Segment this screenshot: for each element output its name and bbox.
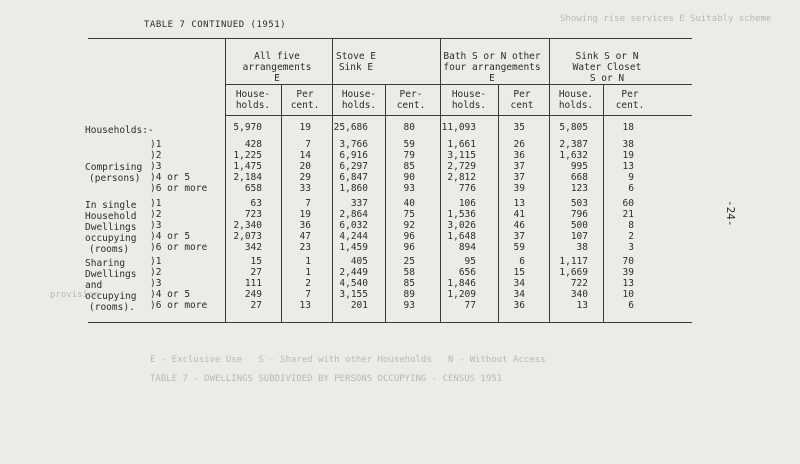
section-2-row-1-col-7: 503 (570, 198, 588, 209)
group-header-3: E (489, 73, 495, 84)
section-2-row-4-col-4: 96 (403, 231, 415, 242)
section-2-row-4-col-5: 1,648 (447, 231, 476, 242)
households-total-col-3: 25,686 (333, 122, 368, 133)
section-3-row-3-col-4: 85 (403, 278, 415, 289)
sub-header-3: House- (341, 89, 377, 100)
section-2-row-4-col-7: 107 (570, 231, 588, 242)
section-3-label: Dwellings (85, 269, 137, 280)
section-2-row-5-col-6: 59 (513, 242, 525, 253)
section-1-row-1-col-2: 7 (305, 139, 311, 150)
section-1-row-2-col-5: 3,115 (447, 150, 476, 161)
section-2-row-2-col-5: 1,536 (447, 209, 476, 220)
section-3-row-5-col-7: 13 (576, 300, 588, 311)
section-2-label: Dwellings (85, 222, 137, 233)
section-2-row-1-col-3: 337 (350, 198, 368, 209)
section-3-row-2-col-6: 15 (513, 267, 525, 278)
section-2-row-1-col-2: 7 (305, 198, 311, 209)
section-1-row-5-col-1: 658 (244, 183, 262, 194)
sub-header-7: holds. (558, 100, 594, 111)
section-2-row-4-col-2: 47 (299, 231, 311, 242)
section-3-row-1-col-2: 1 (305, 256, 311, 267)
section-1-size-label: )1 (150, 139, 162, 150)
section-1-size-label: )3 (150, 161, 162, 172)
section-1-row-5-col-4: 93 (403, 183, 415, 194)
households-total-col-7: 5,805 (559, 122, 588, 133)
section-3-row-3-col-2: 2 (305, 278, 311, 289)
section-1-row-3-col-6: 37 (513, 161, 525, 172)
section-3-label: Sharing (85, 258, 126, 269)
section-2-row-1-col-8: 60 (622, 198, 634, 209)
sub-header-6: cent (510, 100, 534, 111)
sub-header-5: holds. (451, 100, 487, 111)
section-1-row-2-col-2: 14 (299, 150, 311, 161)
section-2-row-2-col-2: 19 (299, 209, 311, 220)
group-header-4: Sink S or N (575, 51, 639, 62)
section-1-row-2-col-7: 1,632 (559, 150, 588, 161)
section-3-row-1-col-6: 6 (519, 256, 525, 267)
section-2-row-2-col-7: 796 (570, 209, 588, 220)
households-total-col-2: 19 (299, 122, 311, 133)
section-3-row-3-col-8: 13 (622, 278, 634, 289)
section-2-row-2-col-8: 21 (622, 209, 634, 220)
section-1-row-4-col-4: 90 (403, 172, 415, 183)
section-1-size-label: )4 or 5 (150, 172, 191, 183)
section-2-label: Household (85, 211, 137, 222)
section-3-row-2-col-5: 656 (458, 267, 476, 278)
page-number: -24- (724, 200, 737, 227)
table-top-rule (88, 38, 692, 39)
section-2-row-2-col-6: 41 (513, 209, 525, 220)
section-1-row-4-col-3: 6,847 (339, 172, 368, 183)
section-3-row-5-col-8: 6 (628, 300, 634, 311)
section-1-row-1-col-8: 38 (622, 139, 634, 150)
group-header-4: Water Closet (572, 62, 642, 73)
section-1-label: (persons) (89, 173, 141, 184)
section-3-label: (rooms). (89, 302, 135, 313)
section-2-row-1-col-6: 13 (513, 198, 525, 209)
section-3-row-2-col-7: 1,669 (559, 267, 588, 278)
section-3-row-4-col-5: 1,209 (447, 289, 476, 300)
households-total-col-8: 18 (622, 122, 634, 133)
group-header-3: Bath S or N other (443, 51, 541, 62)
section-3-row-3-col-1: 111 (244, 278, 262, 289)
households-total-col-1: 5,970 (233, 122, 262, 133)
header-bottom-rule (225, 115, 692, 116)
section-1-row-5-col-7: 123 (570, 183, 588, 194)
section-1-row-2-col-3: 6,916 (339, 150, 368, 161)
section-3-size-label: )1 (150, 256, 162, 267)
section-1-size-label: )6 or more (150, 183, 208, 194)
section-1-size-label: )2 (150, 150, 162, 161)
sub-header-4: Per- (399, 89, 423, 100)
sub-header-4: cent. (396, 100, 426, 111)
section-2-row-5-col-5: 894 (458, 242, 476, 253)
section-1-row-5-col-5: 776 (458, 183, 476, 194)
bleed-through-text: Showing rise services E Suitably scheme (560, 14, 772, 24)
section-3-row-1-col-1: 15 (250, 256, 262, 267)
section-3-row-1-col-7: 1,117 (559, 256, 588, 267)
section-1-row-2-col-1: 1,225 (233, 150, 262, 161)
section-2-row-3-col-1: 2,340 (233, 220, 262, 231)
section-3-row-3-col-7: 722 (570, 278, 588, 289)
section-3-row-2-col-2: 1 (305, 267, 311, 278)
section-1-row-3-col-8: 13 (622, 161, 634, 172)
section-1-row-4-col-5: 2,812 (447, 172, 476, 183)
section-1-row-3-col-4: 85 (403, 161, 415, 172)
group-header-2: Stove E (335, 51, 377, 62)
section-2-row-5-col-7: 38 (576, 242, 588, 253)
section-2-label: occupying (85, 233, 137, 244)
sub-header-1: holds. (235, 100, 271, 111)
group-header-2: Sink E (338, 62, 374, 73)
sub-header-3: holds. (341, 100, 377, 111)
section-2-size-label: )4 or 5 (150, 231, 191, 242)
group-header-4: S or N (589, 73, 625, 84)
sub-header-1: House- (235, 89, 271, 100)
section-2-row-3-col-4: 92 (403, 220, 415, 231)
section-3-row-5-col-4: 93 (403, 300, 415, 311)
section-1-row-3-col-2: 20 (299, 161, 311, 172)
section-2-row-3-col-6: 46 (513, 220, 525, 231)
section-2-row-5-col-8: 3 (628, 242, 634, 253)
section-1-row-3-col-1: 1,475 (233, 161, 262, 172)
group-header-1: arrangements (242, 62, 312, 73)
bleed-through-text: provision (50, 290, 99, 300)
section-2-label: (rooms) (89, 244, 130, 255)
section-2-row-4-col-1: 2,073 (233, 231, 262, 242)
section-3-size-label: )6 or more (150, 300, 208, 311)
section-1-row-1-col-3: 3,766 (339, 139, 368, 150)
section-3-row-5-col-3: 201 (350, 300, 368, 311)
households-total-col-5: 11,093 (441, 122, 476, 133)
sub-header-2: cent. (290, 100, 320, 111)
section-2-size-label: )3 (150, 220, 162, 231)
subheader-rule (225, 84, 692, 85)
section-2-row-1-col-4: 40 (403, 198, 415, 209)
section-3-row-2-col-1: 27 (250, 267, 262, 278)
sub-header-8: cent. (615, 100, 645, 111)
section-2-row-3-col-2: 36 (299, 220, 311, 231)
section-1-row-4-col-7: 668 (570, 172, 588, 183)
sub-header-2: Per (296, 89, 314, 100)
section-3-row-2-col-3: 2,449 (339, 267, 368, 278)
section-2-row-4-col-6: 37 (513, 231, 525, 242)
section-3-label: occupying (85, 291, 137, 302)
section-1-row-1-col-6: 26 (513, 139, 525, 150)
section-2-row-2-col-1: 723 (244, 209, 262, 220)
section-3-row-4-col-7: 340 (570, 289, 588, 300)
section-1-row-5-col-6: 39 (513, 183, 525, 194)
section-2-row-5-col-1: 342 (244, 242, 262, 253)
table-title: TABLE 7 CONTINUED (1951) (144, 20, 287, 30)
section-3-row-1-col-8: 70 (622, 256, 634, 267)
section-3-row-2-col-4: 58 (403, 267, 415, 278)
section-2-row-3-col-3: 6,032 (339, 220, 368, 231)
section-1-row-1-col-5: 1,661 (447, 139, 476, 150)
section-2-size-label: )2 (150, 209, 162, 220)
section-1-row-3-col-7: 995 (570, 161, 588, 172)
section-3-row-4-col-3: 3,155 (339, 289, 368, 300)
section-1-row-4-col-6: 37 (513, 172, 525, 183)
section-1-row-1-col-1: 428 (244, 139, 262, 150)
sub-header-8: Per (621, 89, 639, 100)
section-3-row-3-col-5: 1,846 (447, 278, 476, 289)
section-2-size-label: )6 or more (150, 242, 208, 253)
section-3-row-1-col-4: 25 (403, 256, 415, 267)
section-1-row-5-col-3: 1,860 (339, 183, 368, 194)
section-3-size-label: )2 (150, 267, 162, 278)
section-1-row-4-col-8: 9 (628, 172, 634, 183)
section-3-row-5-col-1: 27 (250, 300, 262, 311)
section-3-size-label: )3 (150, 278, 162, 289)
section-3-row-4-col-1: 249 (244, 289, 262, 300)
households-total-col-6: 35 (513, 122, 525, 133)
section-3-label: and (85, 280, 103, 291)
section-3-row-4-col-6: 34 (513, 289, 525, 300)
section-1-row-2-col-4: 79 (403, 150, 415, 161)
section-3-row-4-col-2: 7 (305, 289, 311, 300)
households-total-col-4: 80 (403, 122, 415, 133)
sub-header-6: Per (513, 89, 531, 100)
section-1-row-1-col-4: 59 (403, 139, 415, 150)
section-2-row-3-col-8: 8 (628, 220, 634, 231)
section-1-row-5-col-8: 6 (628, 183, 634, 194)
section-1-row-2-col-6: 36 (513, 150, 525, 161)
section-2-row-4-col-8: 2 (628, 231, 634, 242)
section-3-row-1-col-3: 405 (350, 256, 368, 267)
section-2-size-label: )1 (150, 198, 162, 209)
group-header-3: four arrangements (443, 62, 541, 73)
group-header-1: E (274, 73, 280, 84)
section-3-row-4-col-4: 89 (403, 289, 415, 300)
sub-header-5: House- (451, 89, 487, 100)
group-header-1: All five (254, 51, 300, 62)
section-3-row-5-col-2: 13 (299, 300, 311, 311)
section-1-label: Comprising (85, 162, 143, 173)
section-2-row-3-col-7: 500 (570, 220, 588, 231)
section-3-row-5-col-5: 77 (464, 300, 476, 311)
section-2-row-2-col-3: 2,864 (339, 209, 368, 220)
sub-header-7: House. (558, 89, 594, 100)
section-2-row-5-col-2: 23 (299, 242, 311, 253)
section-3-row-1-col-5: 95 (464, 256, 476, 267)
bleed-through-text: TABLE 7 - DWELLINGS SUBDIVIDED BY PERSONS OCCUPYING - CENSUS 1951 (150, 374, 503, 384)
section-1-row-1-col-7: 2,387 (559, 139, 588, 150)
section-2-row-3-col-5: 3,026 (447, 220, 476, 231)
section-2-row-5-col-4: 96 (403, 242, 415, 253)
section-2-row-5-col-3: 1,459 (339, 242, 368, 253)
section-2-row-4-col-3: 4,244 (339, 231, 368, 242)
section-3-row-3-col-6: 34 (513, 278, 525, 289)
section-1-row-3-col-3: 6,297 (339, 161, 368, 172)
bleed-through-text: E - Exclusive Use S - Shared with other Households N - Without Access (150, 355, 546, 365)
section-3-size-label: )4 or 5 (150, 289, 191, 300)
section-1-row-5-col-2: 33 (299, 183, 311, 194)
section-2-row-2-col-4: 75 (403, 209, 415, 220)
section-3-row-5-col-6: 36 (513, 300, 525, 311)
section-3-row-4-col-8: 10 (622, 289, 634, 300)
row-label-households: Households:- (85, 125, 154, 136)
section-2-row-1-col-5: 106 (458, 198, 476, 209)
section-3-row-3-col-3: 4,540 (339, 278, 368, 289)
table-bottom-rule (88, 322, 692, 323)
section-2-label: In single (85, 200, 137, 211)
section-1-row-4-col-2: 29 (299, 172, 311, 183)
section-1-row-3-col-5: 2,729 (447, 161, 476, 172)
section-1-row-2-col-8: 19 (622, 150, 634, 161)
section-2-row-1-col-1: 63 (250, 198, 262, 209)
section-1-row-4-col-1: 2,184 (233, 172, 262, 183)
section-3-row-2-col-8: 39 (622, 267, 634, 278)
